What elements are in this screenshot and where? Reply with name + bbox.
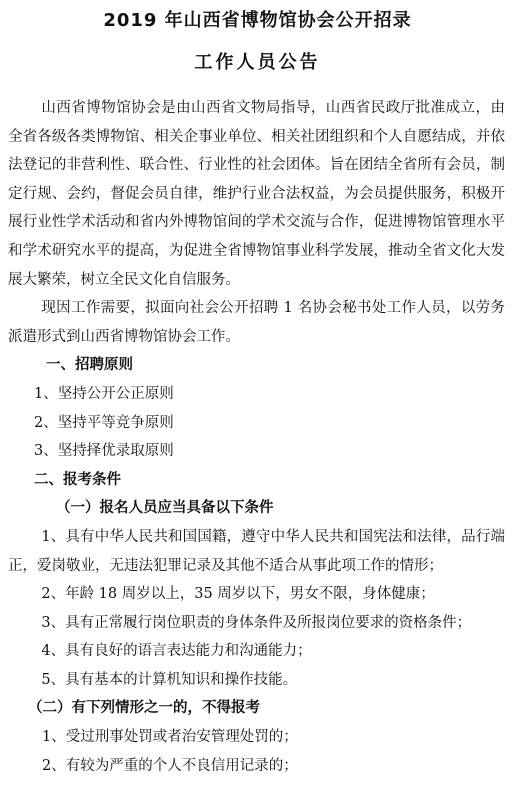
exclusion-item: 2、有较为严重的个人不良信用记录的； bbox=[42, 757, 298, 774]
subsection-heading-exclusions: （二）有下列情形之一的，不得报考 bbox=[28, 700, 260, 717]
eligibility-item: 5、具有基本的计算机知识和操作技能。 bbox=[41, 671, 298, 688]
intro-paragraph-2: 现因工作需要，拟面向社会公开招聘 1 名协会秘书处工作人员，以劳务派遣形式到山西省博物馆协会工作。 bbox=[8, 300, 505, 345]
notice-body bbox=[8, 94, 505, 780]
principle-item: 2、坚持平等竞争原则 bbox=[34, 414, 174, 431]
principle-item: 3、坚持择优录取原则 bbox=[34, 443, 174, 460]
eligibility-item: 3、具有正常履行岗位职责的身体条件及所报岗位要求的资格条件； bbox=[41, 614, 472, 631]
exclusion-item: 1、受过刑事处罚或者治安管理处罚的； bbox=[42, 729, 298, 746]
eligibility-item: 1、具有中华人民共和国国籍，遵守中华人民共和国宪法和法律，品行端正，爱岗敬业，无违法犯罪记录及其他不适合从事此项工作的情形； bbox=[8, 528, 505, 574]
title-line-1: 2019 年山西省博物馆协会公开招录 bbox=[103, 10, 412, 31]
section-heading-requirements: 二、报考条件 bbox=[34, 471, 121, 488]
title-line-2: 工作人员公告 bbox=[194, 52, 321, 73]
section-heading-principles: 一、招聘原则 bbox=[46, 357, 133, 374]
principle-item: 1、坚持公开公正原则 bbox=[34, 385, 174, 402]
subsection-heading-eligibility: （一）报名人员应当具备以下条件 bbox=[56, 500, 274, 517]
eligibility-item: 2、年龄 18 周岁以上，35 周岁以下，男女不限，身体健康； bbox=[41, 586, 435, 603]
intro-paragraph-1: 山西省博物馆协会是由山西省文物局指导，山西省民政厅批准成立，由全省各级各类博物馆、相关企事业单位、相关社团组织和个人自愿结成，并依法登记的非营利性、联合性、行业性的社会团体。旨在团结全省所有会员，制定行规、会约，督促会员自律，维护行业合法权益，为会员提供服务，积极开展行业性学术活动和省内外博物馆间的学术交流与合作，促进博物馆管理水平和学术研究水平的提高，为促进全省博物馆事业科学发展，推动全省文化大发展大繁荣，树立全民文化自信服务。 bbox=[8, 100, 505, 288]
eligibility-item: 4、具有良好的语言表达能力和沟通能力； bbox=[41, 643, 312, 660]
